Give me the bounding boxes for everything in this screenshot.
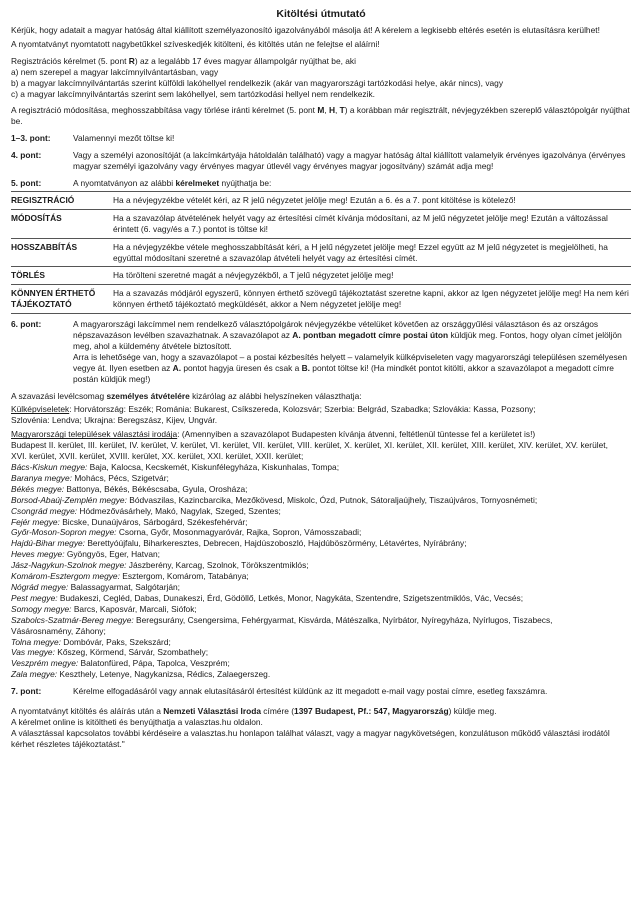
county-item-cont: Vásárosnamény, Záhony; [11, 625, 106, 636]
intro-paragraph-2: A nyomtatványt nyomtatott nagybetűkkel szíveskedjék kitölteni, és kitöltés után ne felejtse el aláírni! [11, 38, 380, 49]
point-1-3 [11, 133, 631, 144]
point-7 [11, 686, 631, 697]
point-4 [11, 150, 631, 172]
county-item: Pest megye: Budakeszi, Cegléd, Dabas, Dunakeszi, Érd, Gödöllő, Letkés, Monor, Nagykáta, Szentendre, Szigetszentmiklós, Vác, Vecsés; [11, 592, 524, 603]
county-list [11, 462, 631, 680]
online-note: A kérelmet online is kitöltheti és benyújthatja a valasztas.hu oldalon. [11, 716, 263, 727]
county-item: Nógrád megye: Balassagyarmat, Salgótarján; [11, 581, 180, 592]
instructions-page [11, 4, 631, 750]
county-item: Fejér megye: Bicske, Dunaújváros, Sárbogárd, Székesfehérvár; [11, 516, 248, 527]
request-label: TÖRLÉS [11, 270, 45, 281]
intro-paragraph-1: Kérjük, hogy adatait a magyar hatóság által kiállított személyazonosító igazolványából másolja át! A kérelem a legkisebb eltérés esetén is elutasításra kerülhet! [11, 25, 600, 35]
request-text: Ha törölteni szeretné magát a névjegyzékből, a T jelű négyzetet jelölje meg! [113, 270, 394, 281]
point-label: 1–3. pont: [11, 133, 51, 144]
embassies-list: Külképviseletek: Horvátország: Eszék; Románia: Bukarest, Csíkszereda, Kolozsvár; Szerbia: Belgrád, Szabadka; Szlovákia: Kassa, Pozsony; [11, 404, 536, 415]
eligibility-c: c) a magyar lakcímnyilvántartás szerint sem lakóhellyel, sem tartózkodási hellyel nem rendelkezik. [11, 88, 375, 99]
request-text: Ha a szavazás módjáról egyszerű, könnyen érthető szövegű tájékoztatást szeretne kapni, akkor az Igen négyzetet jelölje meg! Ha nem kéri könnyen érthető tájékoztató megküldését, akkor a Nem négyzetet jelölje meg! [113, 288, 629, 310]
point-label: 5. pont: [11, 177, 42, 188]
request-label: MÓDOSÍTÁS [11, 212, 62, 223]
county-item: Somogy megye: Barcs, Kaposvár, Marcali, Siófok; [11, 603, 197, 614]
request-modification [11, 212, 631, 236]
page-title: Kitöltési útmutató [276, 8, 366, 20]
county-item: Vas megye: Kőszeg, Körmend, Sárvár, Szombathely; [11, 647, 209, 658]
request-text: Ha a szavazólap átvételének helyét vagy az értesítési címét kívánja módosítani, az M jelű négyzetet jelölje meg! Ezután a változással érintett (6. vagy/és a 7.) pontot is töltse ki! [113, 212, 608, 234]
point-label: 4. pont: [11, 150, 42, 161]
county-item: Bács-Kiskun megye: Baja, Kalocsa, Kecskemét, Kiskunfélegyháza, Kiskunhalas, Tompa; [11, 462, 340, 472]
budapest-districts: Budapest II. kerület, III. kerület, IV. kerület, V. kerület, VI. kerület, VII. kerület, VIII. kerület, X. kerület, XI. kerület, XII. kerület, XIII. kerület, XIV. kerület, XV. kerület, [11, 440, 608, 451]
request-easy-info [11, 287, 631, 311]
eligibility-b: b) a magyar lakcímnyilvántartás szerint külföldi lakóhellyel rendelkezik (akár van magyarországi tartózkodási helye, akár nincs), vagy [11, 77, 504, 88]
county-item: Baranya megye: Mohács, Pécs, Szigetvár; [11, 472, 169, 483]
county-item: Csongrád megye: Hódmezővásárhely, Makó, Nagylak, Szeged, Szentes; [11, 505, 281, 516]
county-item: Heves megye: Gyöngyös, Eger, Hatvan; [11, 549, 160, 560]
point-text: Valamennyi mezőt töltse ki! [73, 133, 175, 144]
county-item: Jász-Nagykun-Szolnok megye: Jászberény, Karcag, Szolnok, Törökszentmiklós; [11, 560, 309, 571]
request-registration [11, 194, 631, 207]
point-text: A magyarországi lakcímmel nem rendelkező választópolgárok névjegyzékbe vételüket követően az országgyűlési választáson és az országos népszavazáson levélben szavazhatnak. A szavazólapot az A. pontban megadott címre postai úton küldjük meg. Fontos, hogy olyan címet jelöljön meg, ahol a küldemény átvétele biztosított. Arra is lehetősége van, hogy a szavazólapot – a postai kézbesítés helyett – valamelyik külképviseleten vagy magyarországi településen személyesen vegye át. Ilyen esetben az A. pontot hagyja üresen és csak a B. pontot töltse ki! (Ha mindkét pontot kitölti, akkor a szavazólapot a megadott címre postán küldjük meg!) [73, 319, 627, 384]
point-text: Vagy a személyi azonosítóját (a lakcímkártyája hátoldalán található) vagy a magyar hatóság által kiállított valamelyik érvényes igazolványa (érvényes magyar személyi igazolvány vagy érvényes magyar útlevél vagy érvényes magyar jogosítvány) számát adja meg! [73, 150, 626, 172]
request-label: KÖNNYEN ÉRTHETŐ TÁJÉKOZTATÓ [11, 288, 96, 310]
point-text: A nyomtatványon az alábbi kérelmeket nyújthatja be: [73, 177, 272, 188]
request-deletion [11, 269, 631, 282]
point-5 [11, 178, 631, 189]
budapest-districts-cont: XVI. kerület, XVII. kerület, XVIII. kerület, XX. kerület, XXI. kerület, XXII. kerület; [11, 451, 304, 462]
county-item: Békés megye: Battonya, Békés, Békéscsaba, Gyula, Orosháza; [11, 483, 248, 494]
submission-address: A nyomtatványt kitöltés és aláírás után a Nemzeti Választási Iroda címére (1397 Budapest, Pf.: 547, Magyarország) küldje meg. [11, 706, 497, 717]
county-item: Tolna megye: Dombóvár, Paks, Szekszárd; [11, 636, 171, 647]
county-item: Veszprém megye: Balatonfüred, Pápa, Tapolca, Veszprém; [11, 658, 230, 669]
point-label: 6. pont: [11, 319, 42, 330]
county-item: Komárom-Esztergom megye: Esztergom, Komárom, Tatabánya; [11, 571, 249, 582]
point-label: 7. pont: [11, 686, 42, 697]
modification-eligibility: A regisztráció módosítása, meghosszabbítása vagy törlése iránti kérelmet (5. pont M, H, T) a korábban már regisztrált, névjegyzékben szereplő választópolgár nyújthat be. [11, 105, 630, 127]
county-item: Szabolcs-Szatmár-Bereg megye: Beregsurány, Csengersima, Fehérgyarmat, Kisvárda, Mátészalka, Nyírbátor, Nyíregyháza, Nyírlugos, Tiszabecs, [11, 614, 553, 625]
eligibility-a: a) nem szerepel a magyar lakcímnyilvántartásban, vagy [11, 66, 219, 77]
county-item: Hajdú-Bihar megye: Berettyóújfalu, Biharkeresztes, Debrecen, Hajdúszoboszló, Hajdúböszörmény, Létavértes, Nyírábrány; [11, 538, 467, 549]
request-text: Ha a névjegyzékbe vétele meghosszabbítását kéri, a H jelű négyzetet jelölje meg! Ezzel együtt az M jelű négyzetet is megjelölheti, ha egyúttal módosítani szeretné a szavazólap átvételi helyét vagy az értesítési címét. [113, 241, 608, 263]
county-item: Győr-Moson-Sopron megye: Csorna, Győr, Mosonmagyaróvár, Rajka, Sopron, Vámosszabadi; [11, 527, 362, 538]
request-extension [11, 241, 631, 265]
request-text: Ha a névjegyzékbe vételét kéri, az R jelű négyzetet jelölje meg! Ezután a 6. és a 7. pont kitöltése is kötelező! [113, 194, 516, 205]
embassies-list-cont: Szlovénia: Lendva; Ukrajna: Beregszász, Kijev, Ungvár. [11, 415, 218, 426]
county-item: Borsod-Abaúj-Zemplén megye: Bódvaszilas, Kazincbarcika, Mezőkövesd, Miskolc, Ózd, Putnok, Sátoraljaújhely, Tiszaújváros, Tornyosnémeti; [11, 494, 538, 505]
point-text: Kérelme elfogadásáról vagy annak elutasításáról értesítést küldünk az itt megadott e-mail vagy postai címre, esetleg faxszámra. [73, 686, 548, 697]
embassies-heading: Külképviseletek [11, 404, 70, 415]
county-item: Zala megye: Keszthely, Letenye, Nagykanizsa, Rédics, Zalaegerszeg. [11, 669, 271, 680]
registration-eligibility: Regisztrációs kérelmet (5. pont R) az a legalább 17 éves magyar állampolgár nyújthat be, aki [11, 55, 356, 66]
packet-locations-intro: A szavazási levélcsomag személyes átvételére kizárólag az alábbi helyszíneken választhatja: [11, 390, 362, 401]
domestic-heading: Magyarországi települések választási irodája: (Amennyiben a szavazólapot Budapesten kívánja átvenni, feltétlenül tüntesse fel a kerületet is!) [11, 429, 536, 440]
point-6 [11, 319, 631, 384]
request-label: HOSSZABBÍTÁS [11, 241, 78, 252]
request-label: REGISZTRÁCIÓ [11, 194, 75, 205]
further-info: A választással kapcsolatos további kérdéseire a valasztas.hu honlapon találhat választ, vagy a magyar nagykövetségen, konzulátuson működő választási irodától kérhet részletes tájékoztatást." [11, 727, 610, 749]
